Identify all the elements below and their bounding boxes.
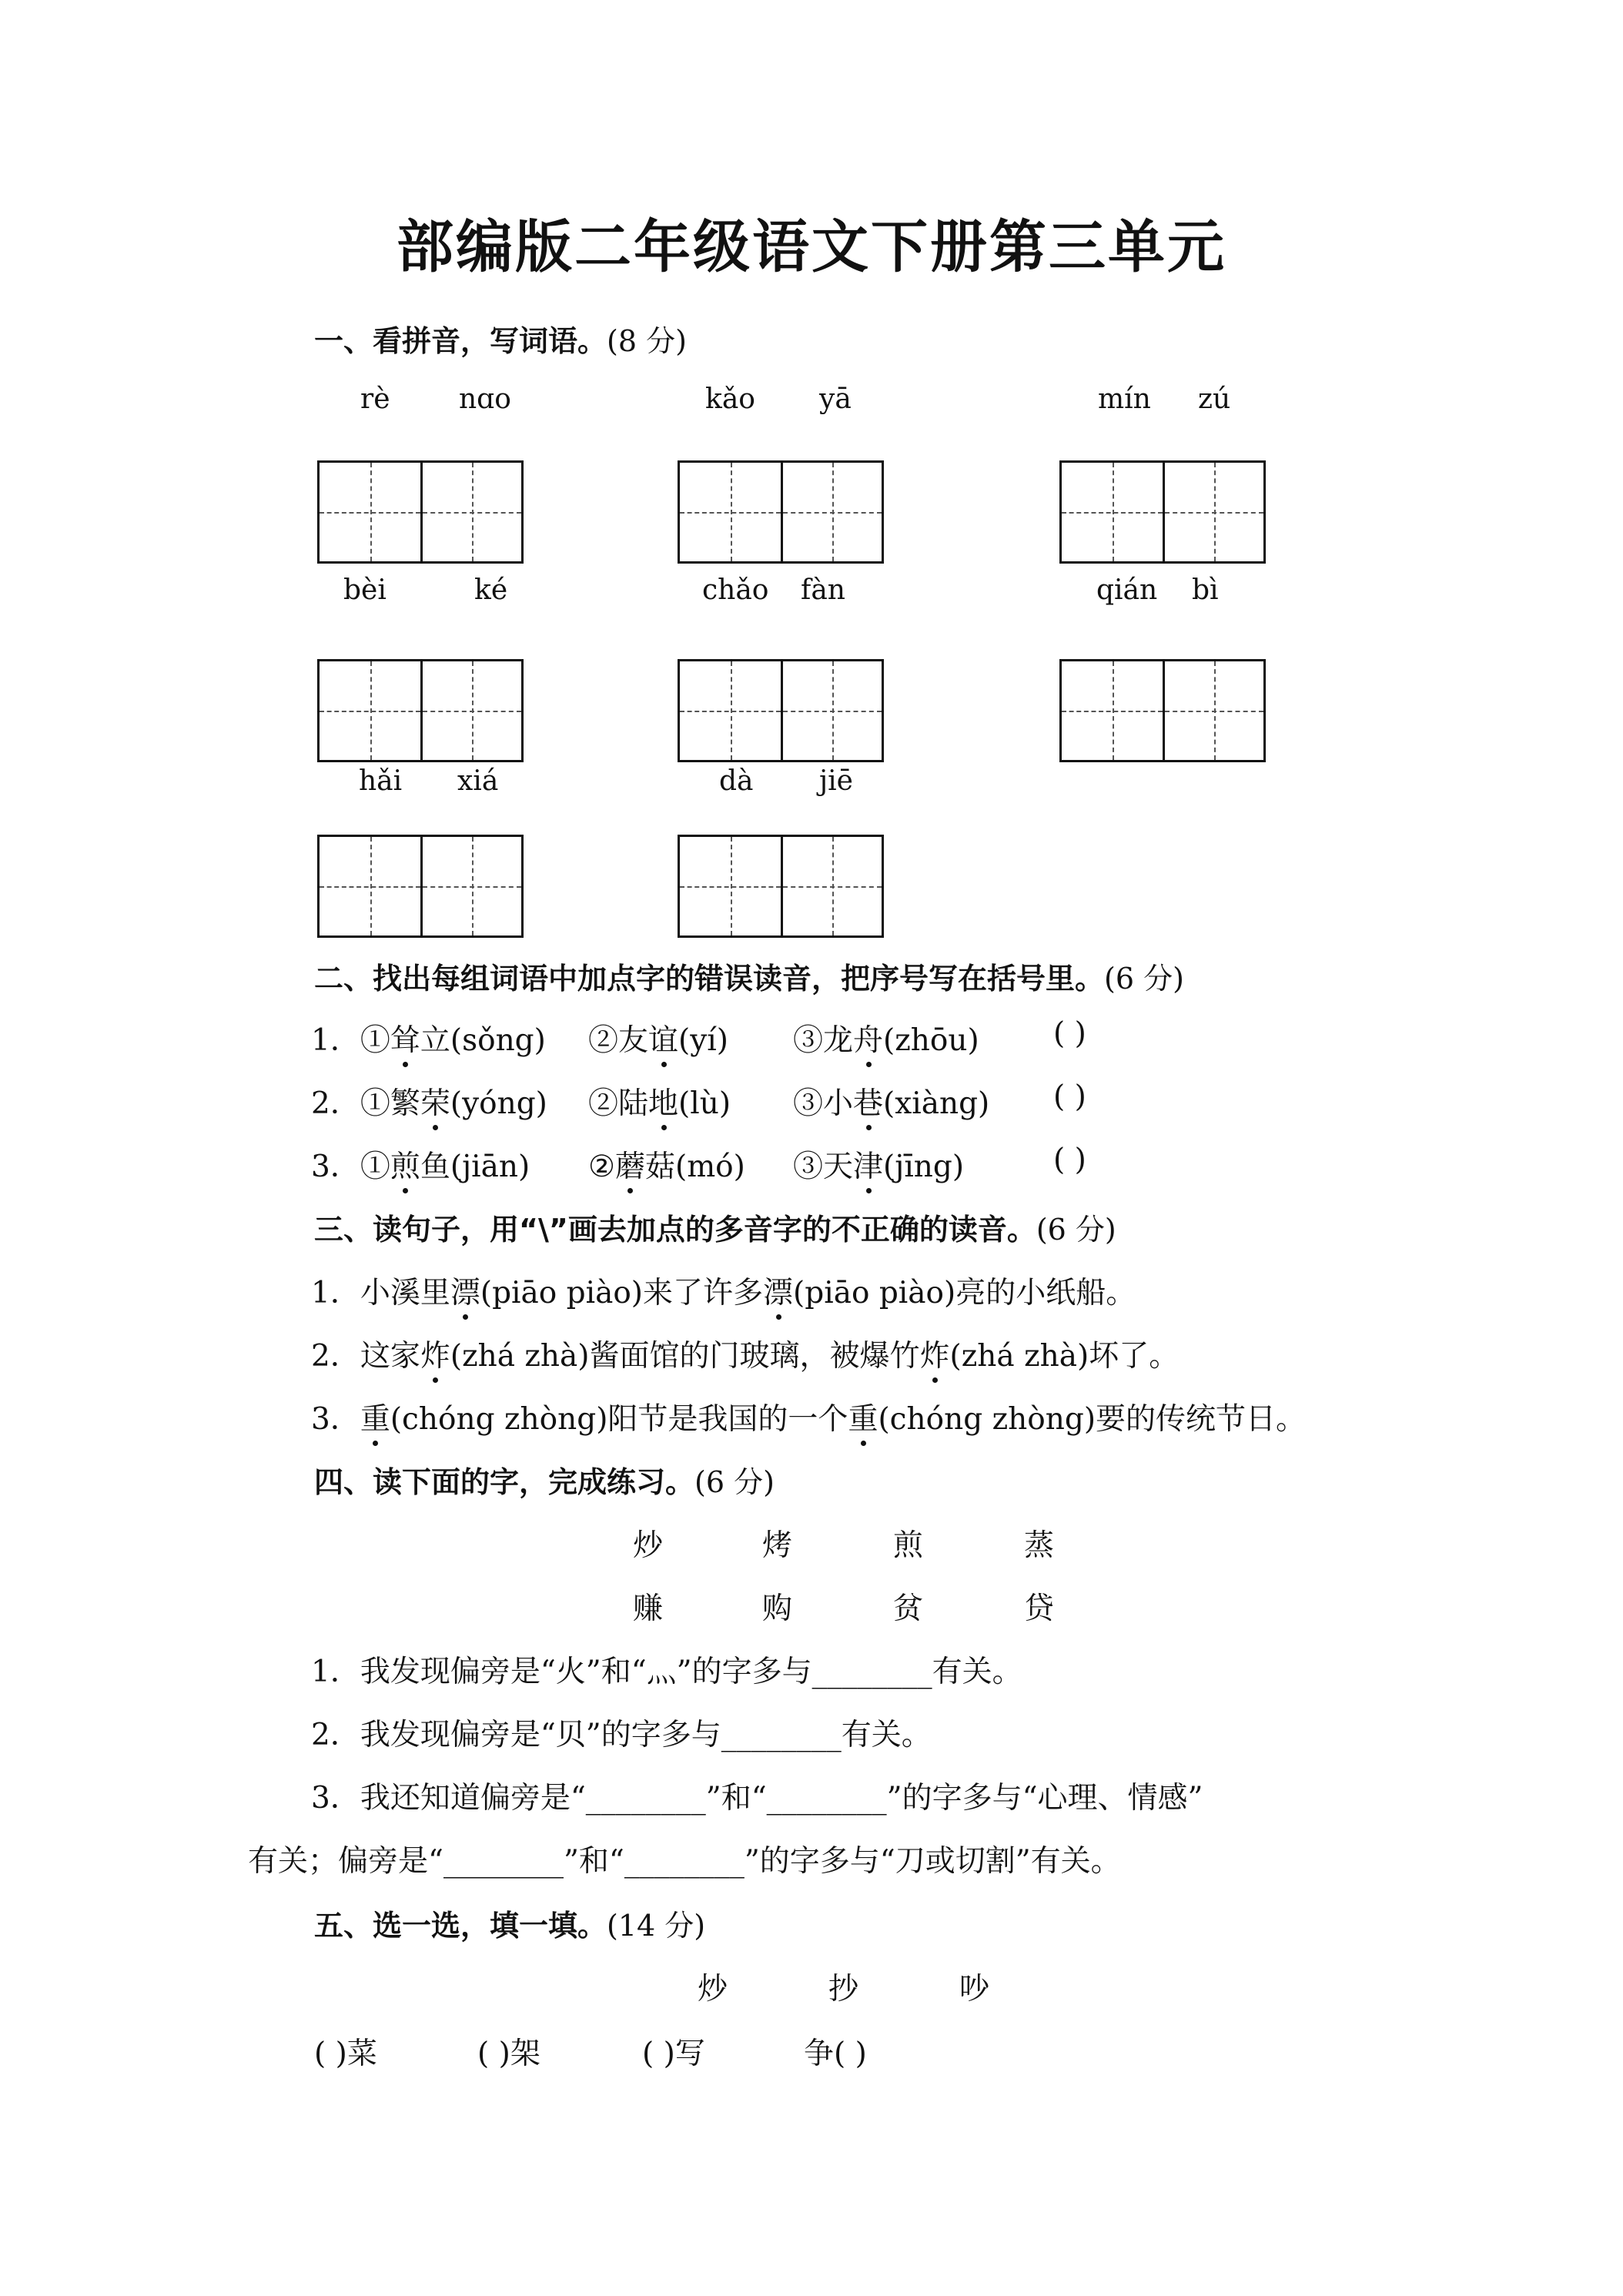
answer-blank[interactable]: ________ <box>443 1844 564 1879</box>
option: ② <box>588 1150 615 1184</box>
section-4-score: (6 分) <box>694 1465 775 1499</box>
writing-grid[interactable] <box>1059 460 1266 564</box>
s2-row <box>793 1143 964 1186</box>
pinyin: ké <box>474 574 508 606</box>
answer-blank[interactable]: ________ <box>812 1655 932 1689</box>
dotted-char: 重 <box>848 1395 878 1438</box>
option: (yí) <box>678 1023 728 1058</box>
s3-sentence <box>311 1269 1136 1312</box>
option: (yóng) <box>450 1086 547 1121</box>
dotted-char: 谊 <box>648 1016 678 1059</box>
dotted-char: 地 <box>648 1079 678 1123</box>
option: ① <box>360 1150 390 1184</box>
pinyin: rè <box>360 383 390 415</box>
sentence-text: (chóng zhòng)要的传统节日。 <box>878 1402 1307 1437</box>
s2-row <box>793 1016 979 1059</box>
option: 菇(mó) <box>644 1150 745 1184</box>
fill-blank[interactable]: ( )架 <box>477 2037 540 2071</box>
dotted-char: 巷 <box>853 1079 883 1123</box>
s4-question-3-cont <box>248 1837 1121 1880</box>
fill-blank[interactable]: 争( ) <box>804 2037 867 2071</box>
item-number: 2． <box>311 1718 360 1752</box>
pinyin: jiē <box>819 765 853 797</box>
option: ②友 <box>588 1023 649 1058</box>
fill-blank[interactable]: ( )菜 <box>314 2037 377 2071</box>
option: 鱼(jiān) <box>420 1150 530 1184</box>
question-text: 有关。 <box>841 1718 932 1752</box>
pinyin: zú <box>1198 383 1231 415</box>
writing-grid[interactable] <box>1059 659 1266 762</box>
pinyin: nɑo <box>459 383 511 415</box>
section-1-score: (8 分) <box>607 324 687 358</box>
question-text: 我发现偏旁是“火”和“灬”的字多与 <box>360 1655 812 1689</box>
s3-sentence <box>311 1332 1179 1375</box>
option: ③天 <box>793 1150 854 1184</box>
writing-grid[interactable] <box>317 659 524 762</box>
writing-grid[interactable] <box>317 835 524 938</box>
pinyin: mín <box>1098 383 1151 415</box>
option: (xiàng) <box>883 1086 990 1121</box>
sentence-text: (chóng zhòng)阳节是我国的一个 <box>390 1402 848 1437</box>
section-4-label: 四、读下面的字，完成练习。 <box>314 1465 695 1499</box>
sentence-text: 这家 <box>360 1339 420 1374</box>
option: (zhōu) <box>883 1023 979 1058</box>
char-item: 烤 <box>762 1528 793 1563</box>
option: ②陆 <box>588 1086 649 1121</box>
option: ①繁 <box>360 1086 420 1121</box>
dotted-char: 煎 <box>390 1143 420 1186</box>
char-item: 炒 <box>698 1972 728 2006</box>
answer-paren[interactable]: ( ) <box>1053 1143 1086 1177</box>
pinyin: chǎo <box>702 574 769 606</box>
pinyin: kǎo <box>705 383 755 415</box>
dotted-char: 舟 <box>853 1016 883 1059</box>
question-text: 有关；偏旁是“ <box>248 1844 443 1879</box>
question-text: ”和“ <box>563 1844 624 1879</box>
sentence-text: 小溪里 <box>360 1276 450 1310</box>
section-2-heading <box>314 955 1184 997</box>
s2-row <box>793 1079 989 1123</box>
pinyin: xiá <box>457 765 499 797</box>
item-number: 1． <box>311 1023 360 1058</box>
option: (jīng) <box>883 1150 965 1184</box>
question-text: 我发现偏旁是“贝”的字多与 <box>360 1718 721 1752</box>
dotted-char: 漂 <box>763 1269 793 1312</box>
section-2-score: (6 分) <box>1104 962 1184 996</box>
s2-row <box>311 1079 547 1123</box>
pinyin: bèi <box>343 574 387 606</box>
pinyin: hǎi <box>359 765 403 797</box>
answer-blank[interactable]: ________ <box>624 1844 745 1879</box>
s4-question-3 <box>311 1774 1203 1817</box>
question-text: 有关。 <box>932 1655 1022 1689</box>
pinyin: yā <box>819 383 852 415</box>
item-number: 3． <box>311 1150 360 1184</box>
item-number: 3． <box>311 1402 360 1437</box>
item-number: 1． <box>311 1276 360 1310</box>
answer-paren[interactable]: ( ) <box>1053 1079 1086 1114</box>
writing-grid[interactable] <box>678 659 884 762</box>
question-text: ”的字多与“刀或切割”有关。 <box>744 1844 1121 1879</box>
section-4-heading <box>314 1458 775 1501</box>
answer-paren[interactable]: ( ) <box>1053 1016 1086 1051</box>
page-title: 部编版二年级语文下册第三单元 <box>397 214 1226 280</box>
char-item: 吵 <box>959 1972 990 2006</box>
s2-row <box>311 1016 546 1059</box>
writing-grid[interactable] <box>678 835 884 938</box>
answer-blank[interactable]: ________ <box>766 1781 887 1816</box>
option: ③小 <box>793 1086 854 1121</box>
char-item: 贷 <box>1024 1591 1055 1626</box>
sentence-text: (piāo piào)亮的小纸船。 <box>793 1276 1136 1310</box>
dotted-char: 蘑 <box>615 1143 645 1186</box>
s2-row <box>588 1079 731 1123</box>
section-5-label: 五、选一选，填一填。 <box>314 1909 607 1943</box>
option: ③龙 <box>793 1023 854 1058</box>
fill-blank[interactable]: ( )写 <box>642 2037 705 2071</box>
section-1-heading <box>314 317 687 360</box>
pinyin: dà <box>719 765 754 797</box>
item-number: 2． <box>311 1339 360 1374</box>
sentence-text: (piāo piào)来了许多 <box>480 1276 764 1310</box>
section-3-heading <box>314 1206 1116 1248</box>
writing-grid[interactable] <box>317 460 524 564</box>
char-item: 购 <box>762 1591 793 1626</box>
sentence-text: (zhá zhà)酱面馆的门玻璃，被爆竹 <box>450 1339 920 1374</box>
question-text: 我还知道偏旁是“ <box>360 1781 586 1816</box>
s2-row <box>588 1143 745 1186</box>
answer-blank[interactable]: ________ <box>721 1718 842 1752</box>
pinyin: fàn <box>801 574 845 606</box>
item-number: 2． <box>311 1086 360 1121</box>
sentence-text: (zhá zhà)坏了。 <box>949 1339 1180 1374</box>
answer-blank[interactable]: ________ <box>585 1781 706 1816</box>
char-item: 炒 <box>633 1528 664 1563</box>
s2-row <box>588 1016 728 1059</box>
dotted-char: 炸 <box>920 1332 950 1375</box>
char-item: 煎 <box>893 1528 924 1563</box>
char-item: 贫 <box>893 1591 924 1626</box>
question-text: ”和“ <box>705 1781 767 1816</box>
item-number: 3． <box>311 1781 360 1816</box>
s4-question-1 <box>311 1648 1022 1691</box>
dotted-char: 津 <box>853 1143 883 1186</box>
dotted-char: 耸 <box>390 1016 420 1059</box>
option: ① <box>360 1023 390 1058</box>
section-1-label: 一、看拼音，写词语。 <box>314 324 607 358</box>
section-5-heading <box>314 1902 705 1944</box>
s2-row <box>311 1143 530 1186</box>
dotted-char: 荣 <box>420 1079 450 1123</box>
char-item: 赚 <box>633 1591 664 1626</box>
option: 立(sǒng) <box>420 1023 546 1058</box>
section-3-score: (6 分) <box>1036 1213 1116 1247</box>
item-number: 1． <box>311 1655 360 1689</box>
section-5-score: (14 分) <box>607 1909 706 1943</box>
s3-sentence <box>311 1395 1306 1438</box>
pinyin: qián <box>1096 574 1158 606</box>
char-item: 蒸 <box>1024 1528 1055 1563</box>
pinyin: bì <box>1192 574 1219 606</box>
section-3-label: 三、读句子，用“\”画去加点的多音字的不正确的读音。 <box>314 1213 1036 1247</box>
dotted-char: 重 <box>360 1395 390 1438</box>
writing-grid[interactable] <box>678 460 884 564</box>
dotted-char: 炸 <box>420 1332 450 1375</box>
char-item: 抄 <box>828 1972 859 2006</box>
option: (lù) <box>678 1086 731 1121</box>
dotted-char: 漂 <box>450 1269 480 1312</box>
section-2-label: 二、找出每组词语中加点字的错误读音，把序号写在括号里。 <box>314 962 1105 996</box>
s4-question-2 <box>311 1711 932 1754</box>
question-text: ”的字多与“心理、情感” <box>886 1781 1203 1816</box>
